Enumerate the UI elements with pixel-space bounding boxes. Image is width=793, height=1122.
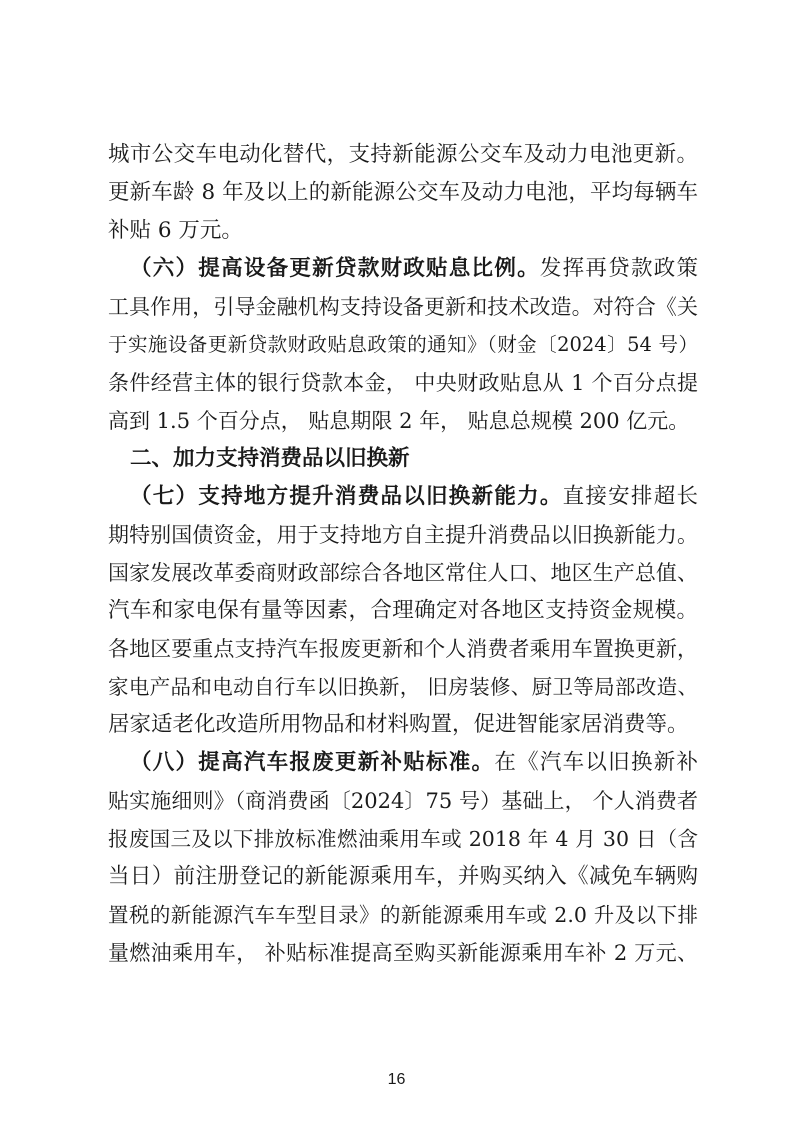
line-16: [108, 710, 698, 740]
section-heading: （七）支持地方提升消费品以旧换新能力。: [130, 484, 563, 509]
line-text: 工具作用，引导金融机构支持设备更新和技术改造。对符合《关: [108, 295, 698, 319]
line-text: 国家发展改革委商财政部综合各地区常住人口、地区生产总值、: [108, 561, 698, 585]
line-04: [130, 254, 698, 284]
line-text: 量燃油乘用车， 补贴标准提高至购买新能源乘用车补 2 万元、: [108, 941, 698, 965]
line-19: [108, 824, 698, 854]
line-text: 直接安排超长: [562, 484, 698, 509]
line-22: [108, 938, 698, 968]
line-08: [108, 406, 698, 436]
line-01: [108, 140, 698, 170]
line-text: 于实施设备更新贷款财政贴息政策的通知》（财金〔2024〕54 号）: [108, 333, 698, 356]
line-text: 城市公交车电动化替代，支持新能源公交车及动力电池更新。: [108, 142, 698, 167]
line-12: [108, 558, 698, 588]
line-text: 当日）前注册登记的新能源乘用车，并购买纳入《减免车辆购: [108, 864, 698, 889]
section-heading: （八）提高汽车报废更新补贴标准。: [130, 750, 495, 775]
line-15: [108, 672, 698, 702]
line-text: 居家适老化改造所用物品和材料购置，促进智能家居消费等。: [108, 712, 689, 737]
line-text: 补贴 6 万元。: [108, 218, 243, 243]
line-text: 家电产品和电动自行车以旧换新， 旧房装修、厨卫等局部改造、: [108, 675, 698, 699]
line-06: [108, 330, 698, 360]
line-03: [108, 216, 698, 246]
line-text: 报废国三及以下排放标准燃油乘用车或 2018 年 4 月 30 日（含: [108, 827, 698, 851]
line-text: 在《汽车以旧换新补: [494, 750, 698, 775]
line-text: 置税的新能源汽车车型目录》的新能源乘用车或 2.0 升及以下排: [108, 903, 698, 927]
line-18: [108, 786, 698, 816]
line-07: [108, 368, 698, 398]
line-text: 各地区要重点支持汽车报废更新和个人消费者乘用车置换更新，: [108, 637, 698, 661]
line-20: [108, 862, 698, 892]
line-10: [130, 482, 698, 512]
line-17: [130, 748, 698, 778]
line-text: 更新车龄 8 年及以上的新能源公交车及动力电池，平均每辆车: [108, 180, 698, 205]
line-02: [108, 178, 698, 208]
line-text: 发挥再贷款政策: [539, 256, 698, 281]
line-text: 期特别国债资金，用于支持地方自主提升消费品以旧换新能力。: [108, 523, 698, 547]
line-text: 汽车和家电保有量等因素，合理确定对各地区支持资金规模。: [108, 598, 698, 623]
section-heading: （六）提高设备更新贷款财政贴息比例。: [130, 256, 540, 281]
line-text: 条件经营主体的银行贷款本金， 中央财政贴息从 1 个百分点提: [108, 371, 698, 395]
line-13: [108, 596, 698, 626]
line-text: 贴实施细则》（商消费函〔2024〕75 号）基础上， 个人消费者: [108, 789, 698, 813]
line-09: [130, 444, 698, 474]
page-number: 16: [387, 1071, 406, 1088]
line-14: [108, 634, 698, 664]
line-text: 高到 1.5 个百分点， 贴息期限 2 年， 贴息总规模 200 亿元。: [108, 409, 690, 433]
line-05: [108, 292, 698, 322]
line-21: [108, 900, 698, 930]
chapter-heading: 二、加力支持消费品以旧换新: [130, 446, 410, 471]
line-11: [108, 520, 698, 550]
